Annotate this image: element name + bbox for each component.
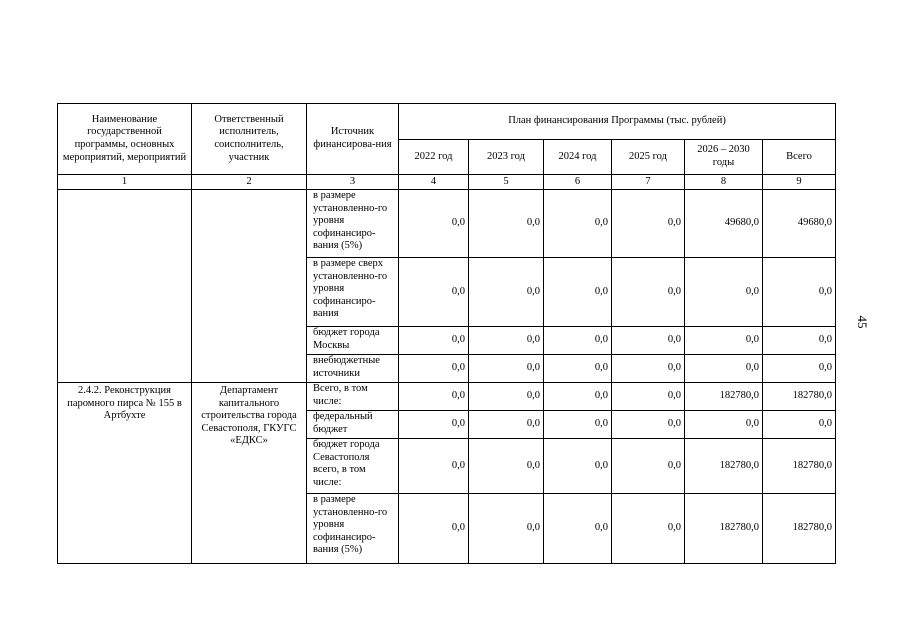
value-cell: 0,0 — [544, 355, 612, 383]
value-cell: 182780,0 — [685, 494, 763, 564]
value-cell: 182780,0 — [763, 383, 836, 411]
value-cell: 0,0 — [399, 327, 469, 355]
column-number: 2 — [192, 175, 307, 190]
empty-responsible-cell — [192, 190, 307, 383]
value-cell: 182780,0 — [763, 494, 836, 564]
value-cell: 0,0 — [399, 383, 469, 411]
value-cell: 0,0 — [763, 258, 836, 327]
source-cell: внебюджетные источники — [307, 355, 399, 383]
source-cell: в размере установленно-го уровня софинансиро-вания (5%) — [307, 494, 399, 564]
header-year: 2023 год — [469, 140, 544, 175]
value-cell: 49680,0 — [763, 190, 836, 258]
value-cell: 0,0 — [544, 258, 612, 327]
value-cell: 0,0 — [612, 494, 685, 564]
value-cell: 0,0 — [399, 355, 469, 383]
value-cell: 0,0 — [544, 439, 612, 494]
source-cell: бюджет города Севастополя всего, в том числе: — [307, 439, 399, 494]
header-source: Источник финансирова-ния — [307, 104, 399, 175]
column-number: 8 — [685, 175, 763, 190]
value-cell: 0,0 — [469, 494, 544, 564]
value-cell: 0,0 — [544, 383, 612, 411]
header-responsible: Ответственный исполнитель, соисполнитель, участник — [192, 104, 307, 175]
column-number: 6 — [544, 175, 612, 190]
activity-name: 2.4.2. Реконструкция паромного пирса № 155 в Артбухте — [58, 383, 192, 564]
header-plan: План финансирования Программы (тыс. рублей) — [399, 104, 836, 140]
column-number: 1 — [58, 175, 192, 190]
value-cell: 0,0 — [763, 327, 836, 355]
value-cell: 0,0 — [612, 327, 685, 355]
header-year: 2022 год — [399, 140, 469, 175]
value-cell: 0,0 — [612, 258, 685, 327]
column-number: 7 — [612, 175, 685, 190]
activity-responsible: Департамент капитального строительства города Севастополя, ГКУГС «ЕДКС» — [192, 383, 307, 564]
header-name: Наименование государственной программы, основных мероприятий, мероприятий — [58, 104, 192, 175]
value-cell: 0,0 — [399, 439, 469, 494]
value-cell: 0,0 — [612, 439, 685, 494]
value-cell: 182780,0 — [763, 439, 836, 494]
header-year: 2024 год — [544, 140, 612, 175]
header-total: Всего — [763, 140, 836, 175]
value-cell: 0,0 — [469, 411, 544, 439]
value-cell: 0,0 — [612, 383, 685, 411]
value-cell: 0,0 — [469, 355, 544, 383]
value-cell: 0,0 — [469, 439, 544, 494]
value-cell: 0,0 — [612, 355, 685, 383]
value-cell: 0,0 — [399, 411, 469, 439]
value-cell: 0,0 — [612, 190, 685, 258]
value-cell: 0,0 — [763, 355, 836, 383]
value-cell: 0,0 — [399, 258, 469, 327]
header-year: 2026 – 2030 годы — [685, 140, 763, 175]
value-cell: 0,0 — [685, 411, 763, 439]
empty-name-cell — [58, 190, 192, 383]
table-row — [58, 190, 836, 258]
source-cell: бюджет города Москвы — [307, 327, 399, 355]
value-cell: 0,0 — [685, 327, 763, 355]
column-number: 9 — [763, 175, 836, 190]
value-cell: 0,0 — [612, 411, 685, 439]
source-cell: в размере установленно-го уровня софинансиро-вания (5%) — [307, 190, 399, 258]
source-cell: в размере сверх установленно-го уровня софинансиро-вания — [307, 258, 399, 327]
value-cell: 182780,0 — [685, 383, 763, 411]
page-number: 45 — [855, 315, 870, 329]
value-cell: 0,0 — [469, 190, 544, 258]
source-cell: Всего, в том числе: — [307, 383, 399, 411]
column-number: 4 — [399, 175, 469, 190]
value-cell: 0,0 — [685, 355, 763, 383]
value-cell: 0,0 — [469, 258, 544, 327]
value-cell: 0,0 — [544, 494, 612, 564]
financing-table — [57, 103, 836, 564]
value-cell: 0,0 — [544, 190, 612, 258]
source-cell: федеральный бюджет — [307, 411, 399, 439]
header-year: 2025 год — [612, 140, 685, 175]
table-row — [58, 383, 836, 411]
column-number: 3 — [307, 175, 399, 190]
column-number: 5 — [469, 175, 544, 190]
value-cell: 0,0 — [399, 494, 469, 564]
value-cell: 0,0 — [544, 411, 612, 439]
value-cell: 0,0 — [685, 258, 763, 327]
value-cell: 0,0 — [544, 327, 612, 355]
value-cell: 0,0 — [469, 383, 544, 411]
value-cell: 0,0 — [763, 411, 836, 439]
value-cell: 49680,0 — [685, 190, 763, 258]
value-cell: 0,0 — [469, 327, 544, 355]
value-cell: 182780,0 — [685, 439, 763, 494]
value-cell: 0,0 — [399, 190, 469, 258]
